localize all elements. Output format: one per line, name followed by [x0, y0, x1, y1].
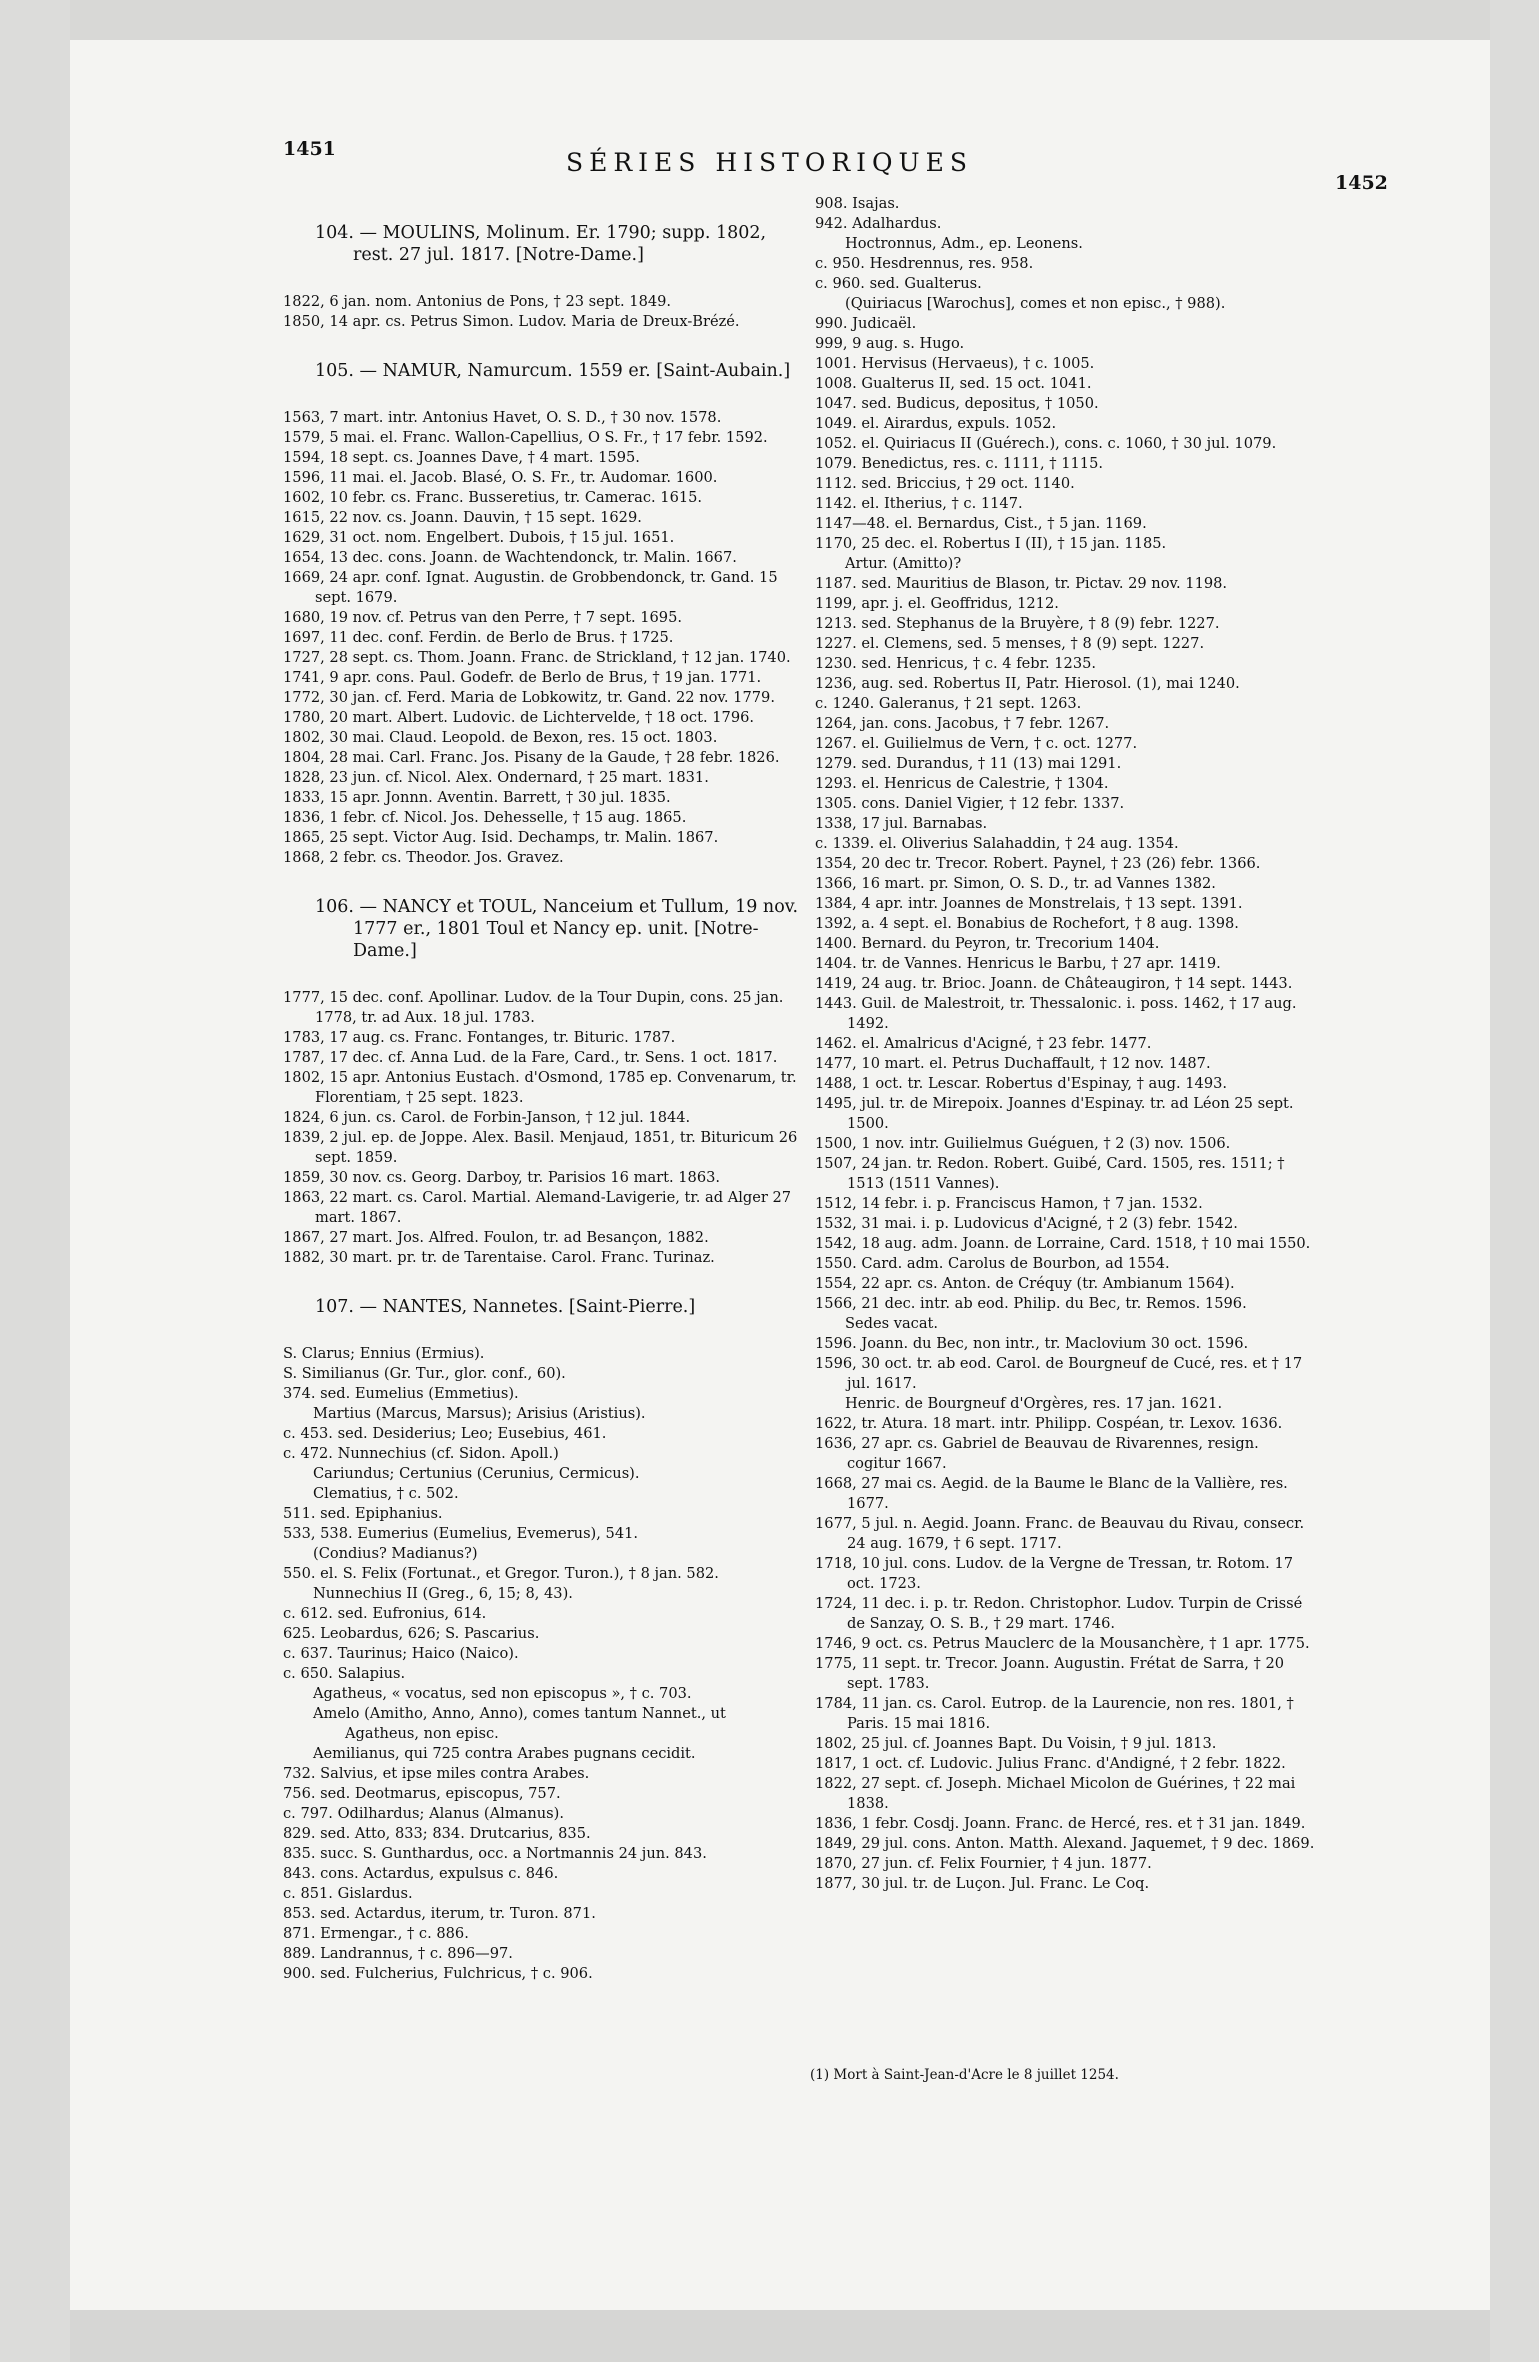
list-item: 1001. Hervisus (Hervaeus), † c. 1005. — [815, 355, 1095, 372]
list-item: 1462. el. Amalricus d'Acigné, † 23 febr. 1477. — [815, 1035, 1152, 1052]
footnote: (1) Mort à Saint-Jean-d'Acre le 8 juillet 1254. — [810, 2067, 1119, 2083]
list-item: 1868, 2 febr. cs. Theodor. Jos. Gravez. — [283, 849, 564, 866]
list-item: (Condius? Madianus?) — [313, 1545, 478, 1562]
list-item: 1615, 22 nov. cs. Joann. Dauvin, † 15 sept. 1629. — [283, 509, 642, 526]
list-item: 1865, 25 sept. Victor Aug. Isid. Dechamps, tr. Malin. 1867. — [283, 829, 719, 846]
section-heading: 105. — NAMUR, Namurcum. 1559 er. [Saint-Aubain.] — [315, 361, 791, 381]
list-item: 1697, 11 dec. conf. Ferdin. de Berlo de Brus. † 1725. — [283, 629, 674, 646]
list-item: 942. Adalhardus. — [815, 215, 942, 232]
list-item: 853. sed. Actardus, iterum, tr. Turon. 871. — [283, 1905, 596, 1922]
list-item: 1629, 31 oct. nom. Engelbert. Dubois, † 15 jul. 1651. — [283, 529, 675, 546]
list-item: 1236, aug. sed. Robertus II, Patr. Hierosol. (1), mai 1240. — [815, 675, 1240, 692]
list-item: 756. sed. Deotmarus, episcopus, 757. — [283, 1785, 561, 1802]
list-item: 1602, 10 febr. cs. Franc. Busseretius, tr. Camerac. 1615. — [283, 489, 703, 506]
list-item: 871. Ermengar., † c. 886. — [283, 1925, 469, 1942]
list-item: c. 637. Taurinus; Haico (Naico). — [283, 1645, 519, 1662]
list-item: 1772, 30 jan. cf. Ferd. Maria de Lobkowitz, tr. Gand. 22 nov. 1779. — [283, 689, 775, 706]
list-item: Cariundus; Certunius (Cerunius, Cermicus). — [313, 1465, 640, 1482]
list-item: c. 797. Odilhardus; Alanus (Almanus). — [283, 1805, 564, 1822]
list-item: 1877, 30 jul. tr. de Luçon. Jul. Franc. Le Coq. — [815, 1875, 1150, 1892]
list-item: 511. sed. Epiphanius. — [283, 1505, 443, 1522]
list-item: 1338, 17 jul. Barnabas. — [815, 815, 988, 832]
list-item: 1147—48. el. Bernardus, Cist., † 5 jan. 1169. — [815, 515, 1147, 532]
list-item: 1822, 27 sept. cf. Joseph. Michael Micolon de Guérines, † 22 mai 1838. — [815, 1775, 1296, 1812]
list-item: c. 960. sed. Gualterus. — [815, 275, 982, 292]
list-item: Clematius, † c. 502. — [313, 1485, 459, 1502]
list-item: 1680, 19 nov. cf. Petrus van den Perre, † 7 sept. 1695. — [283, 609, 683, 626]
list-item: 1654, 13 dec. cons. Joann. de Wachtendonck, tr. Malin. 1667. — [283, 549, 737, 566]
list-item: 1488, 1 oct. tr. Lescar. Robertus d'Espinay, † aug. 1493. — [815, 1075, 1228, 1092]
list-item: 1804, 28 mai. Carl. Franc. Jos. Pisany de la Gaude, † 28 febr. 1826. — [283, 749, 780, 766]
list-item: c. 650. Salapius. — [283, 1665, 406, 1682]
list-item: 1579, 5 mai. el. Franc. Wallon-Capellius, O S. Fr., † 17 febr. 1592. — [283, 429, 768, 446]
list-item: 1741, 9 apr. cons. Paul. Godefr. de Berlo de Brus, † 19 jan. 1771. — [283, 669, 762, 686]
scan-border-left — [0, 0, 70, 2362]
list-item: 889. Landrannus, † c. 896—97. — [283, 1945, 513, 1962]
list-item: 1419, 24 aug. tr. Brioc. Joann. de Châteaugiron, † 14 sept. 1443. — [815, 975, 1293, 992]
list-item: Hoctronnus, Adm., ep. Leonens. — [845, 235, 1083, 252]
list-item: 1199, apr. j. el. Geoffridus, 1212. — [815, 595, 1059, 612]
list-item: c. 950. Hesdrennus, res. 958. — [815, 255, 1034, 272]
list-item: 550. el. S. Felix (Fortunat., et Gregor. Turon.), † 8 jan. 582. — [283, 1565, 719, 1582]
page-number-right: 1452 — [1335, 172, 1388, 194]
list-item: Martius (Marcus, Marsus); Arisius (Aristius). — [313, 1405, 646, 1422]
list-item: 1780, 20 mart. Albert. Ludovic. de Lichtervelde, † 18 oct. 1796. — [283, 709, 755, 726]
list-item: 1596, 30 oct. tr. ab eod. Carol. de Bourgneuf de Cucé, res. et † 17 jul. 1617. — [815, 1355, 1303, 1392]
list-item: 1859, 30 nov. cs. Georg. Darboy, tr. Parisios 16 mart. 1863. — [283, 1169, 721, 1186]
list-item: 1052. el. Quiriacus II (Guérech.), cons. c. 1060, † 30 jul. 1079. — [815, 435, 1277, 452]
list-item: 900. sed. Fulcherius, Fulchricus, † c. 906. — [283, 1965, 593, 1982]
list-item: 1293. el. Henricus de Calestrie, † 1304. — [815, 775, 1109, 792]
list-item: 374. sed. Eumelius (Emmetius). — [283, 1385, 519, 1402]
list-item: Aemilianus, qui 725 contra Arabes pugnans cecidit. — [313, 1745, 696, 1762]
list-item: 1495, jul. tr. de Mirepoix. Joannes d'Espinay. tr. ad Léon 25 sept. 1500. — [815, 1095, 1294, 1132]
list-item: 1718, 10 jul. cons. Ludov. de la Vergne de Tressan, tr. Rotom. 17 oct. 1723. — [815, 1555, 1294, 1592]
list-item: 999, 9 aug. s. Hugo. — [815, 335, 965, 352]
list-item: 732. Salvius, et ipse miles contra Arabes. — [283, 1765, 590, 1782]
list-item: 1836, 1 febr. cf. Nicol. Jos. Dehesselle, † 15 aug. 1865. — [283, 809, 687, 826]
list-item: 1049. el. Airardus, expuls. 1052. — [815, 415, 1057, 432]
list-item: S. Clarus; Ennius (Ermius). — [283, 1345, 485, 1362]
list-item: 1384, 4 apr. intr. Joannes de Monstrelais, † 13 sept. 1391. — [815, 895, 1243, 912]
list-item: 1170, 25 dec. el. Robertus I (II), † 15 jan. 1185. — [815, 535, 1167, 552]
list-item: 1784, 11 jan. cs. Carol. Eutrop. de la Laurencie, non res. 1801, † Paris. 15 mai 1816. — [815, 1695, 1294, 1732]
list-item: 1213. sed. Stephanus de la Bruyère, † 8 (9) febr. 1227. — [815, 615, 1220, 632]
list-item: 1787, 17 dec. cf. Anna Lud. de la Fare, Card., tr. Sens. 1 oct. 1817. — [283, 1049, 778, 1066]
list-item: 1727, 28 sept. cs. Thom. Joann. Franc. de Strickland, † 12 jan. 1740. — [283, 649, 791, 666]
list-item: 1863, 22 mart. cs. Carol. Martial. Alemand-Lavigerie, tr. ad Alger 27 mart. 1867. — [283, 1189, 792, 1226]
list-item: 1550. Card. adm. Carolus de Bourbon, ad 1554. — [815, 1255, 1170, 1272]
list-item: 908. Isajas. — [815, 195, 900, 212]
list-item: 1833, 15 apr. Jonnn. Aventin. Barrett, † 30 jul. 1835. — [283, 789, 671, 806]
list-item: 1777, 15 dec. conf. Apollinar. Ludov. de la Tour Dupin, cons. 25 jan. 1778, tr. ad Aux. 18 jul. 1783. — [283, 989, 784, 1026]
list-item: 1008. Gualterus II, sed. 15 oct. 1041. — [815, 375, 1092, 392]
list-item: 533, 538. Eumerius (Eumelius, Evemerus), 541. — [283, 1525, 639, 1542]
list-item: 1507, 24 jan. tr. Redon. Robert. Guibé, Card. 1505, res. 1511; † 1513 (1511 Vannes). — [815, 1155, 1285, 1192]
list-item: 1836, 1 febr. Cosdj. Joann. Franc. de Hercé, res. et † 31 jan. 1849. — [815, 1815, 1306, 1832]
list-item: 1746, 9 oct. cs. Petrus Mauclerc de la Mousanchère, † 1 apr. 1775. — [815, 1635, 1310, 1652]
list-item: 1500, 1 nov. intr. Guilielmus Guéguen, † 2 (3) nov. 1506. — [815, 1135, 1231, 1152]
list-item: 1230. sed. Henricus, † c. 4 febr. 1235. — [815, 655, 1097, 672]
scan-border-right — [1490, 0, 1539, 2362]
list-item: 1802, 15 apr. Antonius Eustach. d'Osmond, 1785 ep. Convenarum, tr. Florentiam, † 25 sept. 1823. — [283, 1069, 797, 1106]
list-item: 1532, 31 mai. i. p. Ludovicus d'Acigné, † 2 (3) febr. 1542. — [815, 1215, 1238, 1232]
list-item: 1392, a. 4 sept. el. Bonabius de Rochefort, † 8 aug. 1398. — [815, 915, 1239, 932]
list-item: 1264, jan. cons. Jacobus, † 7 febr. 1267. — [815, 715, 1110, 732]
list-item: 1828, 23 jun. cf. Nicol. Alex. Ondernard, † 25 mart. 1831. — [283, 769, 709, 786]
left-column — [283, 222, 803, 1984]
list-item: 1596, 11 mai. el. Jacob. Blasé, O. S. Fr., tr. Audomar. 1600. — [283, 469, 718, 486]
list-item: 1882, 30 mart. pr. tr. de Tarentaise. Carol. Franc. Turinaz. — [283, 1249, 715, 1266]
list-item: 829. sed. Atto, 833; 834. Drutcarius, 835. — [283, 1825, 591, 1842]
list-item: Amelo (Amitho, Anno, Anno), comes tantum Nannet., ut Agatheus, non episc. — [313, 1705, 726, 1742]
list-item: 1187. sed. Mauritius de Blason, tr. Pictav. 29 nov. 1198. — [815, 575, 1228, 592]
list-item: 1512, 14 febr. i. p. Franciscus Hamon, † 7 jan. 1532. — [815, 1195, 1203, 1212]
scan-border-top — [0, 0, 1539, 40]
list-item: 1839, 2 jul. ep. de Joppe. Alex. Basil. Menjaud, 1851, tr. Bituricum 26 sept. 1859. — [283, 1129, 798, 1166]
list-item: 990. Judicaël. — [815, 315, 917, 332]
running-head: SÉRIES HISTORIQUES — [565, 148, 973, 177]
list-item: 1554, 22 apr. cs. Anton. de Créquy (tr. Ambianum 1564). — [815, 1275, 1235, 1292]
list-item: c. 472. Nunnechius (cf. Sidon. Apoll.) — [283, 1445, 559, 1462]
list-item: 1822, 6 jan. nom. Antonius de Pons, † 23 sept. 1849. — [283, 293, 672, 310]
page-number-left: 1451 — [283, 138, 336, 160]
list-item: 1047. sed. Budicus, depositus, † 1050. — [815, 395, 1099, 412]
list-item: c. 453. sed. Desiderius; Leo; Eusebius, 461. — [283, 1425, 607, 1442]
list-item: Agatheus, « vocatus, sed non episcopus », † c. 703. — [313, 1685, 692, 1702]
scan-border-bottom — [0, 2310, 1539, 2362]
list-item: 1775, 11 sept. tr. Trecor. Joann. Augustin. Frétat de Sarra, † 20 sept. 1783. — [815, 1655, 1285, 1692]
list-item: 1824, 6 jun. cs. Carol. de Forbin-Janson, † 12 jul. 1844. — [283, 1109, 691, 1126]
list-item: 1669, 24 apr. conf. Ignat. Augustin. de Grobbendonck, tr. Gand. 15 sept. 1679. — [283, 569, 778, 606]
right-column — [815, 194, 1315, 1894]
list-item: 625. Leobardus, 626; S. Pascarius. — [283, 1625, 540, 1642]
list-item: 1142. el. Itherius, † c. 1147. — [815, 495, 1023, 512]
list-item: c. 612. sed. Eufronius, 614. — [283, 1605, 487, 1622]
list-item: (Quiriacus [Warochus], comes et non episc., † 988). — [845, 295, 1226, 312]
section-heading: 106. — NANCY et TOUL, Nanceium et Tullum, 19 nov. 1777 er., 1801 Toul et Nancy ep. unit. [Notre-Dame.] — [315, 897, 799, 961]
list-item: 1400. Bernard. du Peyron, tr. Trecorium 1404. — [815, 935, 1160, 952]
list-item: 1817, 1 oct. cf. Ludovic. Julius Franc. d'Andigné, † 2 febr. 1822. — [815, 1755, 1286, 1772]
list-item: 1542, 18 aug. adm. Joann. de Lorraine, Card. 1518, † 10 mai 1550. — [815, 1235, 1311, 1252]
section-heading: 104. — MOULINS, Molinum. Er. 1790; supp. 1802, rest. 27 jul. 1817. [Notre-Dame.] — [315, 223, 767, 265]
list-item: 1596. Joann. du Bec, non intr., tr. Maclovium 30 oct. 1596. — [815, 1335, 1249, 1352]
list-item: 1636, 27 apr. cs. Gabriel de Beauvau de Rivarennes, resign. cogitur 1667. — [815, 1435, 1259, 1472]
list-item: 835. succ. S. Gunthardus, occ. a Nortmannis 24 jun. 843. — [283, 1845, 707, 1862]
list-item: 1305. cons. Daniel Vigier, † 12 febr. 1337. — [815, 795, 1125, 812]
list-item: Artur. (Amitto)? — [845, 555, 962, 572]
list-item: S. Similianus (Gr. Tur., glor. conf., 60). — [283, 1365, 566, 1382]
list-item: 1354, 20 dec tr. Trecor. Robert. Paynel, † 23 (26) febr. 1366. — [815, 855, 1261, 872]
section-heading: 107. — NANTES, Nannetes. [Saint-Pierre.] — [315, 1297, 696, 1317]
list-item: c. 1339. el. Oliverius Salahaddin, † 24 aug. 1354. — [815, 835, 1179, 852]
list-item: 1443. Guil. de Malestroit, tr. Thessalonic. i. poss. 1462, † 17 aug. 1492. — [815, 995, 1297, 1032]
list-item: 1867, 27 mart. Jos. Alfred. Foulon, tr. ad Besançon, 1882. — [283, 1229, 709, 1246]
list-item: 1227. el. Clemens, sed. 5 menses, † 8 (9) sept. 1227. — [815, 635, 1205, 652]
list-item: 1566, 21 dec. intr. ab eod. Philip. du Bec, tr. Remos. 1596. — [815, 1295, 1247, 1312]
list-item: 1802, 30 mai. Claud. Leopold. de Bexon, res. 15 oct. 1803. — [283, 729, 718, 746]
list-item: 1267. el. Guilielmus de Vern, † c. oct. 1277. — [815, 735, 1138, 752]
list-item: 1724, 11 dec. i. p. tr. Redon. Christophor. Ludov. Turpin de Crissé de Sanzay, O. S. B., † 29 mart. 1746. — [815, 1595, 1303, 1632]
list-item: 1870, 27 jun. cf. Felix Fournier, † 4 jun. 1877. — [815, 1855, 1152, 1872]
list-item: 1668, 27 mai cs. Aegid. de la Baume le Blanc de la Vallière, res. 1677. — [815, 1475, 1288, 1512]
list-item: Nunnechius II (Greg., 6, 15; 8, 43). — [313, 1585, 573, 1602]
list-item: 1594, 18 sept. cs. Joannes Dave, † 4 mart. 1595. — [283, 449, 640, 466]
list-item: 1477, 10 mart. el. Petrus Duchaffault, † 12 nov. 1487. — [815, 1055, 1211, 1072]
list-item: c. 1240. Galeranus, † 21 sept. 1263. — [815, 695, 1082, 712]
list-item: 1563, 7 mart. intr. Antonius Havet, O. S. D., † 30 nov. 1578. — [283, 409, 722, 426]
list-item: c. 851. Gislardus. — [283, 1885, 413, 1902]
list-item: 1404. tr. de Vannes. Henricus le Barbu, † 27 apr. 1419. — [815, 955, 1221, 972]
list-item: 1802, 25 jul. cf. Joannes Bapt. Du Voisin, † 9 jul. 1813. — [815, 1735, 1217, 1752]
list-item: 1850, 14 apr. cs. Petrus Simon. Ludov. Maria de Dreux-Brézé. — [283, 313, 740, 330]
list-item: 1079. Benedictus, res. c. 1111, † 1115. — [815, 455, 1103, 472]
list-item: 1677, 5 jul. n. Aegid. Joann. Franc. de Beauvau du Rivau, consecr. 24 aug. 1679, † 6 sept. 1717. — [815, 1515, 1305, 1552]
list-item: 1783, 17 aug. cs. Franc. Fontanges, tr. Bituric. 1787. — [283, 1029, 676, 1046]
list-item: Henric. de Bourgneuf d'Orgères, res. 17 jan. 1621. — [845, 1395, 1223, 1412]
list-item: 1366, 16 mart. pr. Simon, O. S. D., tr. ad Vannes 1382. — [815, 875, 1216, 892]
list-item: 1279. sed. Durandus, † 11 (13) mai 1291. — [815, 755, 1122, 772]
list-item: 843. cons. Actardus, expulsus c. 846. — [283, 1865, 559, 1882]
list-item: 1112. sed. Briccius, † 29 oct. 1140. — [815, 475, 1075, 492]
list-item: 1849, 29 jul. cons. Anton. Matth. Alexand. Jaquemet, † 9 dec. 1869. — [815, 1835, 1315, 1852]
list-item: Sedes vacat. — [845, 1315, 939, 1332]
list-item: 1622, tr. Atura. 18 mart. intr. Philipp. Cospéan, tr. Lexov. 1636. — [815, 1415, 1283, 1432]
